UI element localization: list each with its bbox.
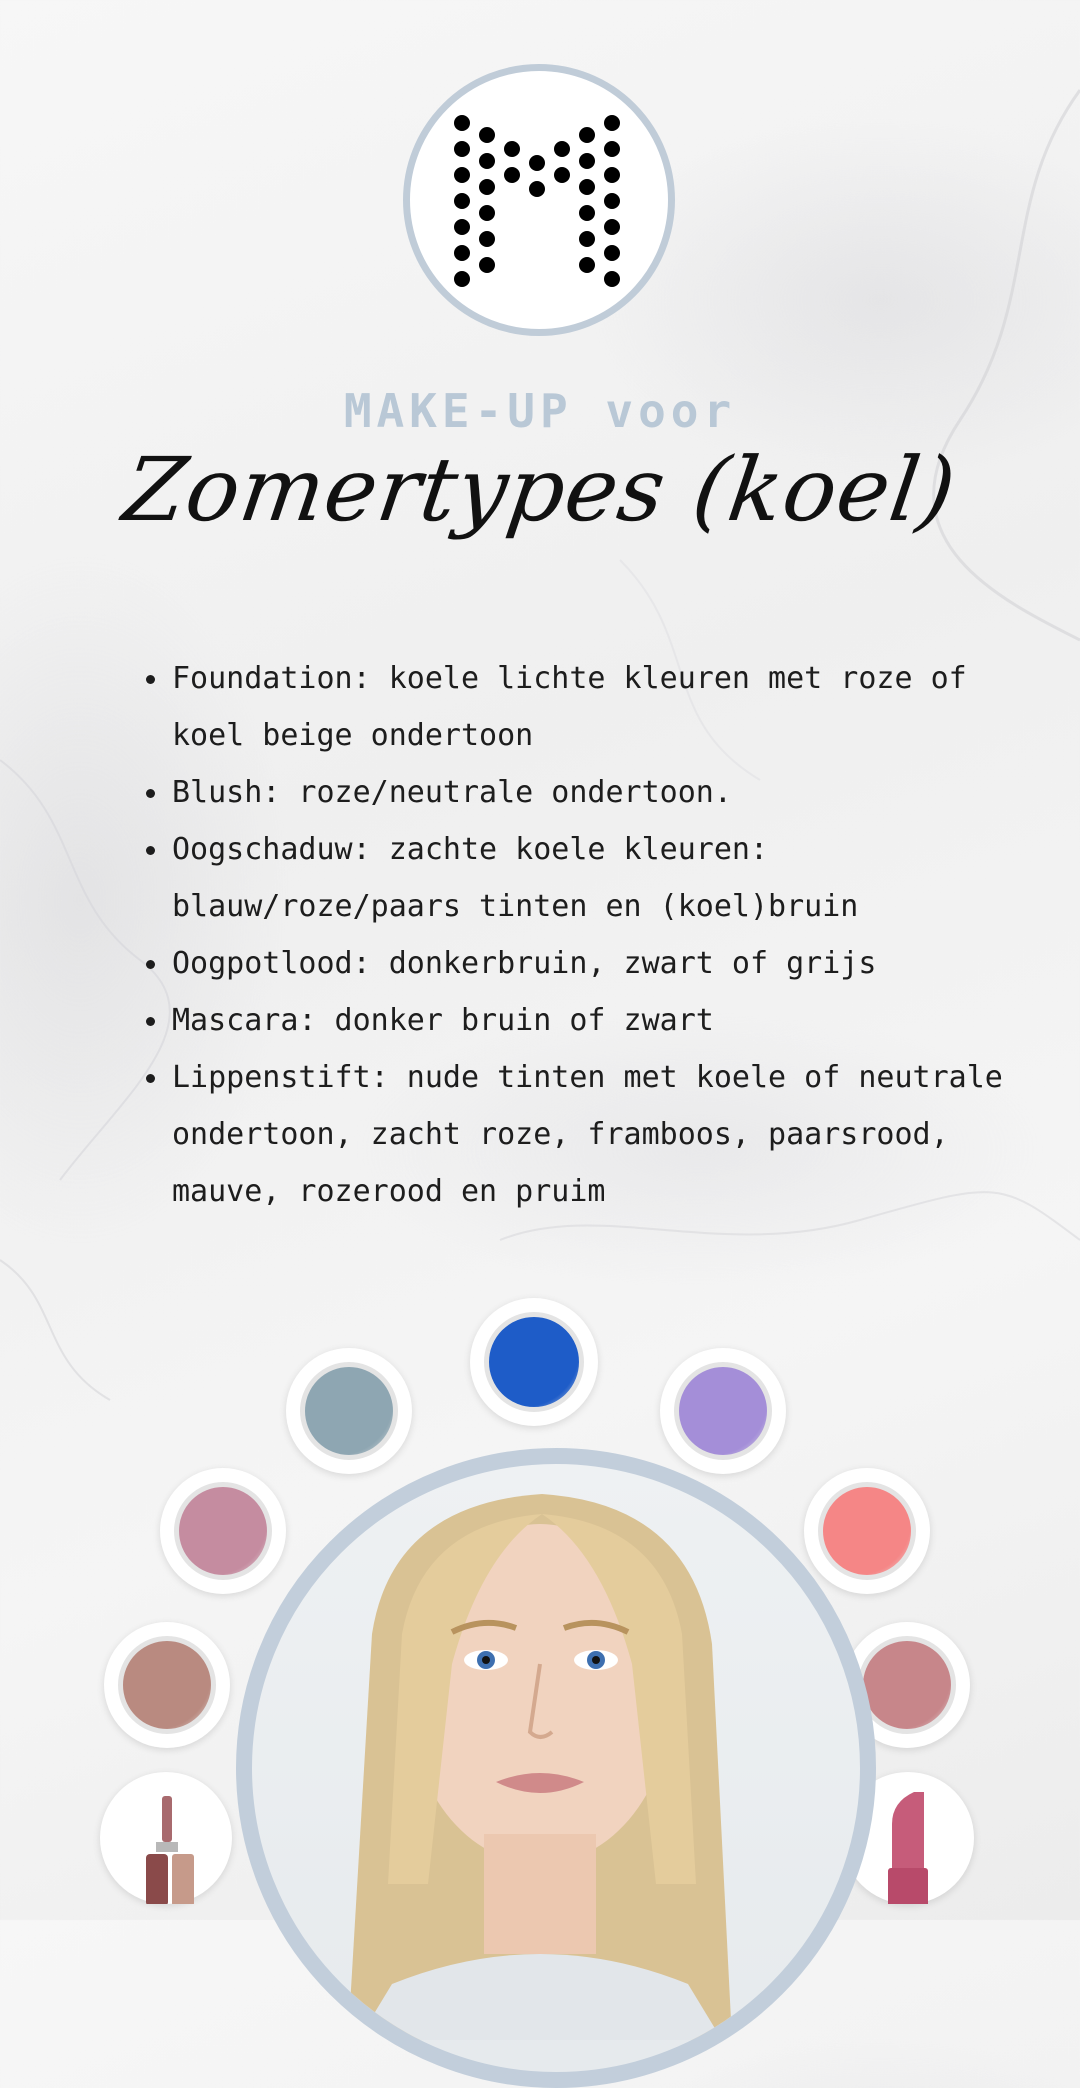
lip-gloss-icon (100, 1772, 232, 1904)
swatch-taupe-brown (104, 1622, 230, 1748)
swatch-grey-blue (286, 1348, 412, 1474)
tip-eyeliner: Oogpotlood: donkerbruin, zwart of grijs (172, 935, 1052, 992)
model-portrait (236, 1448, 876, 2088)
lip-gloss-bubble (100, 1772, 232, 1904)
tip-eyeshadow: Oogschaduw: zachte koele kleuren: blauw/roze/paars tinten en (koel)bruin (172, 821, 1052, 935)
dotted-letter-m-logo-icon (410, 71, 668, 329)
page-title: Zomertypes (koel) (117, 438, 963, 541)
tip-foundation: Foundation: koele lichte kleuren met roze of koel beige ondertoon (172, 650, 1052, 764)
tip-mascara: Mascara: donker bruin of zwart (172, 992, 1052, 1049)
tip-lipstick: Lippenstift: nude tinten met koele of neutrale ondertoon, zacht roze, framboos, paarsrood, mauve, rozerood en pruim (172, 1049, 1052, 1220)
subtitle-kicker: MAKE-UP voor (343, 384, 737, 438)
logo-badge (403, 64, 675, 336)
makeup-tips-list (138, 650, 1052, 1220)
tip-blush: Blush: roze/neutrale ondertoon. (172, 764, 1052, 821)
swatch-cobalt-blue (470, 1298, 598, 1426)
swatch-lavender (660, 1348, 786, 1474)
blonde-woman-portrait-icon (252, 1464, 828, 2040)
